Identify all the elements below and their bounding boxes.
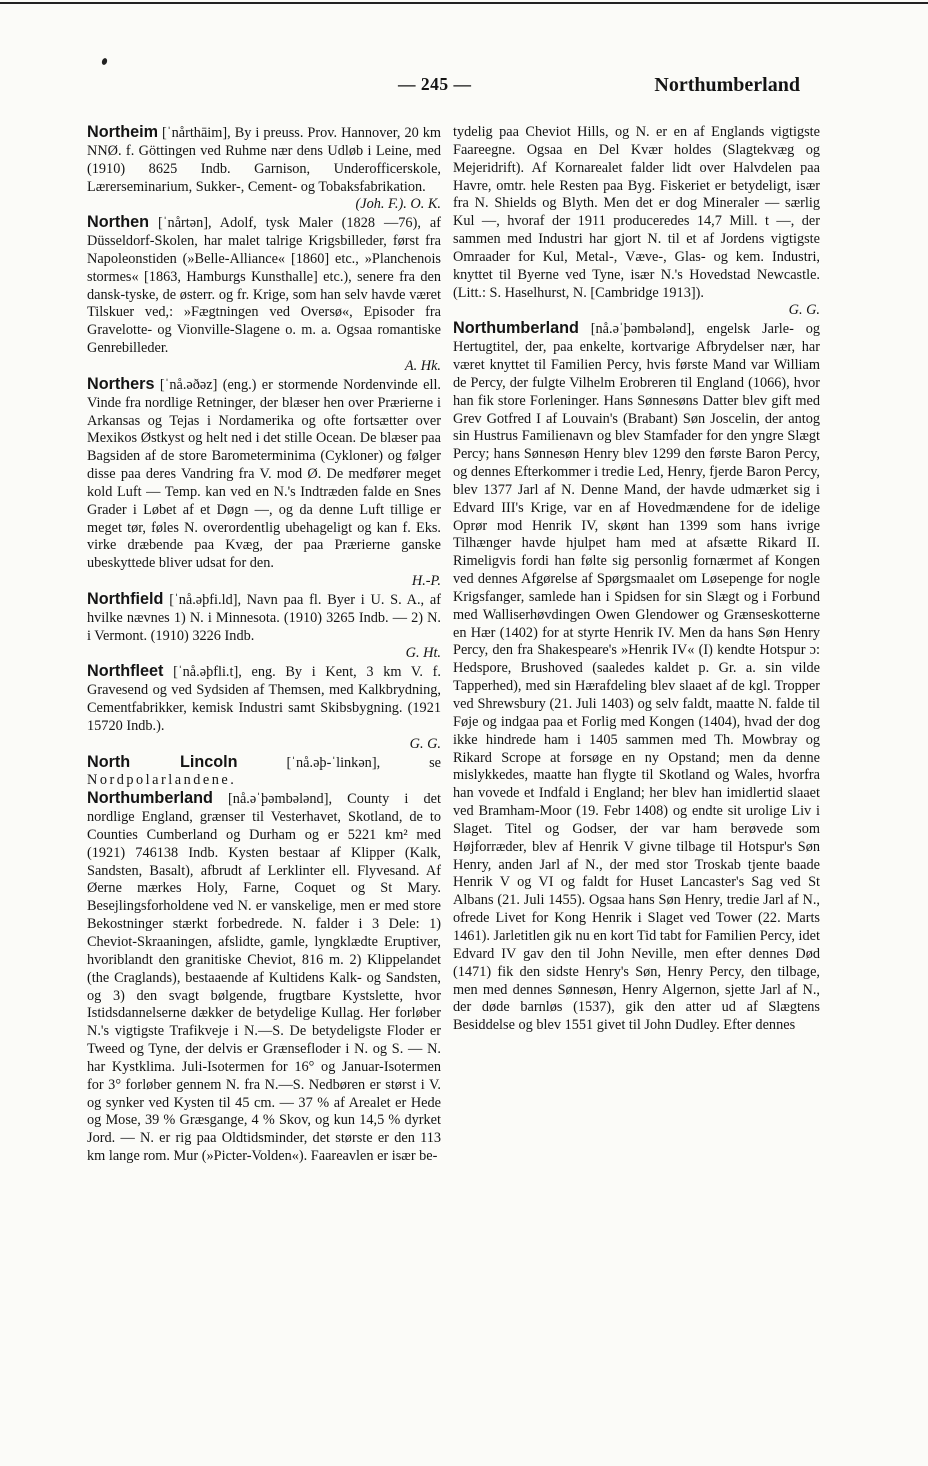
headword: Northfield [87, 589, 164, 608]
cross-reference: Nordpolarlandene [87, 772, 231, 789]
ink-speck [101, 57, 108, 65]
signature: G. G. [409, 735, 441, 752]
headword: North Lincoln [87, 752, 238, 771]
entry-north-lincoln [87, 754, 441, 791]
entry-text: [nå.əˈþəmbələnd], engelsk Jarle- og Hertugtitel, der, paa enkelte, kortvarige Afbrydelser nær, har været knyttet til Familien Percy, hvis første Mand var William de Percy, der fulgte Vilhelm Erobreren til England (1066), hvor han fik store Forleninger. Hans Sønnesøns Datter blev gift med Grev Gotfred I af Louvain's (Brabant) Søn Joscelin, der antog sin Hustrus Familienavn og blev Stamfader for den yngre Slægt Percy; hans Sønnesøn Henry blev 1299 den første Baron Percy, og dennes Efterkommer i tredie Led, Henry, fjerde Baron Percy, blev 1377 Jarl af N. Denne Mand, der havde udmærket sig i Edvard III's Krige, var en af Hovedmændene for de idelige Oprør mod Henrik IV, skønt han 1399 som hans ivrige Tilhænger havde hjulpet ham med at afsætte Rikard II. Rimeligvis fordi han følte sig personlig fornærmet af Kongen ved dennes Afgørelse af Spørgsmaalet om Løsepenge for nogle Krigsfanger, samlede han i Spidsen for sin Slægt og i Forbund med Walliserhøvdingen Owen Glendower og Grænseskotterne en Hær (1402) for at styrte Henrik IV. Men da hans Søn Henry Percy, den fra Shakespeare's »Henrik IV« (I) kendte Hotspur ɔ: Hedspore, Brushoved (saaledes kaldet p. Gr. a. sin vilde Tapperhed), med sin Hærafdeling blev slaaet af de kgl. Tropper ved Shrewsbury (21. Juli 1403) og selv faldt, maatte N. falde til Føje og indgaa paa et Forlig med Kongen (1404), hvad der dog ikke hindrede ham i 1405 sammen med Th. Mowbray og Rikard Scrope at forsøge en ny Opstand; men da denne mislykkedes, maatte han flygte til Skotland og Wales, hvorfra han vovede et Indfald i England; her blev han imidlertid slaaet ved Bramham-Moor (19. Febr 1408) og endte sit urolige Liv i Slaget. Titel og Godser, der var ham berøvede som Højforræder, blev af Henrik V givne tilbage til Hotspur's Søn Henry, anden Jarl af N., der med stor Troskab tjente baade Henrik V og VI og faldt for Huset Lancaster's Sag ved St Albans (21. Juli 1455). Ogsaa hans Søn Henry, tredie Jarl af N., ofrede Livet for Kong Henrik i Slaget ved Tower (22. Marts 1461). Jarletitlen gik nu en kort Tid tabt for Familien Percy, idet Edvard IV gav den til John Neville, men efter dennes Død (1471) fik den sidste Henry's Søn, Henry Percy, den tilbage, men med dennes Sønnesøn, Henry Algernon, sjette Jarl af N., der døde barnløs (1537), gik den atter ud af Slægtens Besiddelse og blev 1551 givet til John Dudley. Efter dennes [453, 321, 820, 1034]
signature: G. Ht. [405, 645, 441, 662]
entry-text-tail: . [230, 772, 234, 789]
entry-text: [ˈnå.əþfi.ld], Navn paa fl. Byer i U. S. A., af hvilke nævnes 1) N. i Minnesota. (1910) 3265 Indb. — 2) N. i Vermont. (1910) 3226 Indb. [87, 591, 441, 644]
signature: G. G. [788, 302, 820, 319]
entry-northumberland-county-cont [453, 124, 820, 320]
entry-northers [87, 376, 441, 591]
headword: Northumberland [87, 789, 213, 808]
entry-northumberland-county [87, 790, 441, 1166]
headword: Northfleet [87, 662, 164, 681]
headword: Northers [87, 374, 155, 393]
signature: (Joh. F.). O. K. [355, 196, 441, 213]
entry-text: [nå.əˈþəmbələnd], County i det nordlige England, grænser til Vesterhavet, Skotland, de to Counties Cumberland og Durham og er 5221 km² med (1921) 746138 Indb. Kysten bestaar af Klipper (Kalk, Sandsten, Basalt), afbrudt af Lerklinter ell. Flyvesand. Af Øerne mærkes Holy, Farne, Coquet og St Mary. Besejlingsforholdene ved N. er vanskelige, men er med store Bekostninger stærkt forbedrede. N. falder i 3 Dele: 1) Cheviot-Skraaningen, afslidte, gamle, lyngklædte Eruptiver, hvoriblandt den granitiske Cheviot, 816 m. 2) Klippelandet (the Craglands), bestaaende af Kultidens Kalk- og Sandsten, og 3) den svagt bølgende, frugtbare Kystslette, hvor Istidsdannelserne dækker de betydelige Kullag. Her forløber N.'s vigtigste Trafikveje i N.—S. De betydeligste Floder er Tweed og Tyne, der delvis er Grænsefloder i N. og S. — N. har Kystklima. Juli-Isotermen for 16° og Januar-Isotermen for 3° forløber gennem N. fra N.—S. Nedbøren er størst i V. og synker ved Kysten til 45 cm. — 37 % af Arealet er Hede og Mose, 39 % Græsgange, 4 % Skov, og kun 14,5 % dyrket Jord. — N. er rig paa Oldtidsminder, det største er den 113 km lange rom. Mur (»Picter-Volden«). Faareavlen er især be- [87, 791, 441, 1165]
entry-text: [ˈnå.əþfli.t], eng. By i Kent, 3 km V. f. Gravesend og ved Sydsiden af Themsen, med Kalkbrydning, Cementfabrikker, kemisk Industri samt Skibsbygning. (1921 15720 Indb.). [87, 664, 441, 734]
entry-text: tydelig paa Cheviot Hills, og N. er en af Englands vigtigste Faareegne. Ogsaa en Del Kvær holdes (Slagtekvæg og Mejeridrift). Af Kornarealet falder lidt over Halvdelen paa Havre, omtr. hele Resten paa Byg. Fiskeriet er betydeligt, især fra N. Shields og Blyth. Men det er dog Mineraler — særlig Kul —, hvoraf der 1911 produceredes 14,7 Mill. t —, der sammen med Industri har gjort N. til et af Jordens vigtigste Omraader for Kul, Metal-, Væve-, Glas- og kem. Industri, knyttet til Byerne ved Tyne, især N.'s Hovedstad Newcastle. (Litt.: S. Haselhurst, N. [Cambridge 1913]). [453, 124, 820, 301]
left-column [87, 124, 441, 1166]
entry-text: [ˈnå.əðəz] (eng.) er stormende Nordenvinde ell. Vinde fra nordlige Retninger, der blæser hen over Prærierne i Arkansas og Tejas i Nordamerika og ofte fortsætter over Mexikos Østkyst og helt ned i det stille Ocean. De blæser paa Bagsiden af de store Barometerminima (Cykloner) og følger disse paa deres Vandring fra V. mod Ø. De medfører meget kold Luft — Temp. kan ved en N.'s Indtræden falde en Snes Grader i Løbet af et Døgn —, og da denne Luft tillige er meget tør, føles N. overordentlig ubehageligt og kan f. Eks. virke dræbende paa Kvæg, der paa Prærierne ganske ubeskyttede bliver udsat for den. [87, 376, 441, 572]
running-head: Northumberland [654, 74, 800, 96]
headword: Northeim [87, 123, 159, 141]
page-header [86, 74, 800, 104]
top-border [0, 2, 928, 4]
entry-text: [ˈnårthāim], By i preuss. Prov. Hannover, 20 km NNØ. f. Göttingen ved Ruhme nær dens Udløb i Leine, med (1910) 8625 Indb. Garnison, Underofficerskole, Lærerseminarium, Sukker-, Cement- og Tobaksfabrikation. [87, 125, 441, 195]
entry-text: [ˈnårtən], Adolf, tysk Maler (1828 —76), af Düsseldorf-Skolen, har malet talrige Krigsbilleder, først fra Napoleonstiden (»Belle-Alliance« [1860] etc., »Planchenois stormes« [1863, Hamburgs Kunsthalle] etc.), senere fra den dansk-tyske, de østerr. og fr. Krige, som han selv havde været Tilskuer ved,: »Fægtningen ved Oversø«, Episoder fra Gravelotte- og Vionville-Slagene o. m. a. Ogsaa romantiske Genrebilleder. [87, 215, 441, 357]
signature: H.-P. [411, 573, 441, 590]
entry-northfield [87, 591, 441, 663]
right-column [453, 124, 820, 1035]
entry-text: [ˈnå.əþ-ˈlinkən], se [237, 754, 441, 771]
entry-northen [87, 214, 441, 376]
entry-northumberland-title [453, 320, 820, 1035]
signature: A. Hk. [404, 357, 441, 374]
entry-northeim [87, 124, 441, 214]
headword: Northen [87, 213, 150, 232]
page-number: — 245 — [398, 74, 472, 94]
headword: Northumberland [453, 319, 579, 338]
entry-northfleet [87, 663, 441, 753]
